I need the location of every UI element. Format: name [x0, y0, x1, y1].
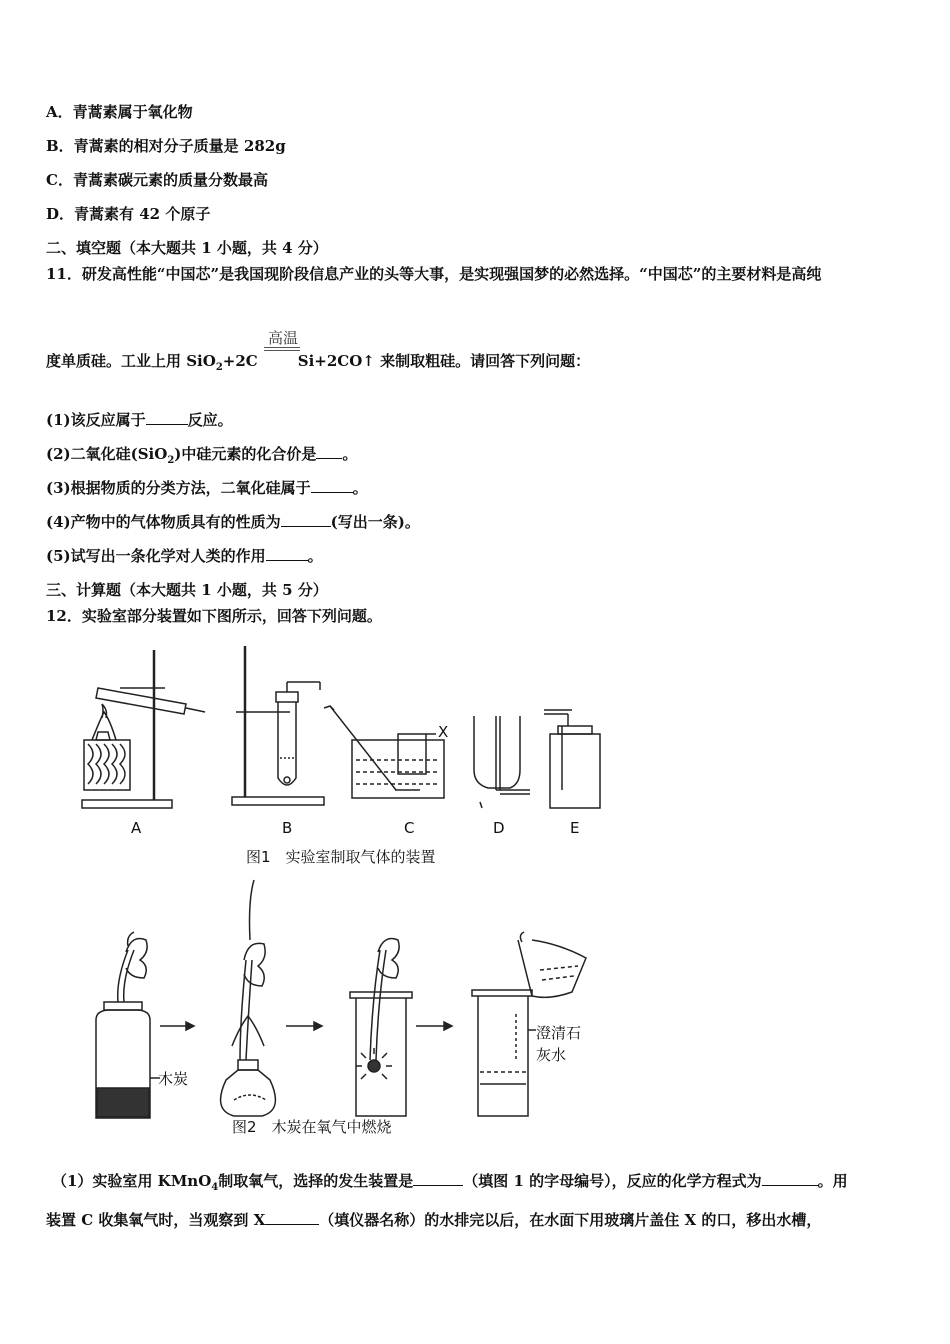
- sub-q4-pre: (4)产物中的气体物质具有的性质为: [46, 513, 281, 531]
- q11-line1: 11．研发高性能“中国芯”是我国现阶段信息产业的头等大事，是实现强国梦的必然选择。“中国芯”的主要材料是高纯: [46, 265, 822, 283]
- sub-q3-pre: (3)根据物质的分类方法，二氧化硅属于: [46, 479, 311, 497]
- q12-line1-post: 。用: [817, 1172, 848, 1190]
- q12-line2-pre: 装置 C 收集氧气时，当观察到 X: [46, 1211, 266, 1229]
- option-b: B．青蒿素的相对分子质量是 282g: [46, 137, 286, 155]
- option-c: C．青蒿素碳元素的质量分数最高: [46, 171, 268, 189]
- option-d: D．青蒿素有 42 个原子: [46, 205, 211, 223]
- sub-q2-pre: (2)二氧化硅(SiO: [46, 445, 168, 463]
- limewater-label-2: 灰水: [536, 1046, 567, 1064]
- sub-q2-post: 。: [342, 445, 358, 463]
- label-d: D: [493, 819, 505, 837]
- q12-line1-mid2: （填图 1 的字母编号），反应的化学方程式为: [463, 1172, 762, 1190]
- q12-line2-post: （填仪器名称）的水排完以后，在水面下用玻璃片盖住 X 的口，移出水槽，: [319, 1211, 822, 1229]
- sub-q1-post: 反应。: [187, 411, 233, 429]
- figure1-caption: 图1 实验室制取气体的装置: [246, 848, 436, 866]
- q12-sub1-line2: [46, 1210, 821, 1230]
- sub-q3-post: 。: [352, 479, 368, 497]
- answer-blank[interactable]: [413, 1171, 463, 1186]
- charcoal-label: 木炭: [158, 1070, 189, 1088]
- label-b: B: [282, 819, 293, 837]
- q11-sub: 2: [215, 362, 223, 373]
- figure2-caption: 图2 木炭在氧气中燃烧: [232, 1118, 392, 1136]
- label-c: C: [404, 819, 415, 837]
- option-a: A．青蒿素属于氧化物: [46, 103, 193, 121]
- q12-line1-sub: 4: [211, 1182, 219, 1193]
- q11-line2-mid: +2C: [222, 352, 258, 370]
- q12-stem: 12．实验室部分装置如下图所示，回答下列问题。: [46, 607, 382, 625]
- step1-jar: [96, 932, 160, 1118]
- sub-q5-pre: (5)试写出一条化学对人类的作用: [46, 547, 266, 565]
- section2-heading: 二、填空题（本大题共 1 小题，共 4 分）: [46, 239, 328, 257]
- section3-heading: 三、计算题（本大题共 1 小题，共 5 分）: [46, 581, 328, 599]
- q11-line2-post: Si+2CO↑ 来制取粗硅。请回答下列问题：: [297, 352, 591, 370]
- label-x: X: [438, 723, 449, 741]
- q12-line1-mid1: 制取氧气，选择的发生装置是: [218, 1172, 414, 1190]
- sub-q2-sub: 2: [167, 455, 175, 466]
- q12-sub1-line1: [52, 1171, 848, 1198]
- label-a: A: [131, 819, 142, 837]
- sub-q1-pre: (1)该反应属于: [46, 411, 146, 429]
- q12-line1-pre: （1）实验室用 KMnO: [52, 1172, 212, 1190]
- limewater-label-1: 澄清石: [536, 1024, 582, 1042]
- answer-blank[interactable]: [762, 1171, 818, 1186]
- sub-q4-post: (写出一条)。: [330, 513, 420, 531]
- reaction-condition: 高温: [267, 329, 298, 347]
- step2-lamp: [221, 880, 276, 1116]
- label-e: E: [570, 819, 580, 837]
- sub-q5-post: 。: [307, 547, 323, 565]
- sub-q2-mid: )中硅元素的化合价是: [174, 445, 317, 463]
- step3-oxygen-jar: [350, 939, 412, 1117]
- q11-line2-pre: 度单质硅。工业上用 SiO: [46, 352, 216, 370]
- answer-blank[interactable]: [265, 1210, 319, 1225]
